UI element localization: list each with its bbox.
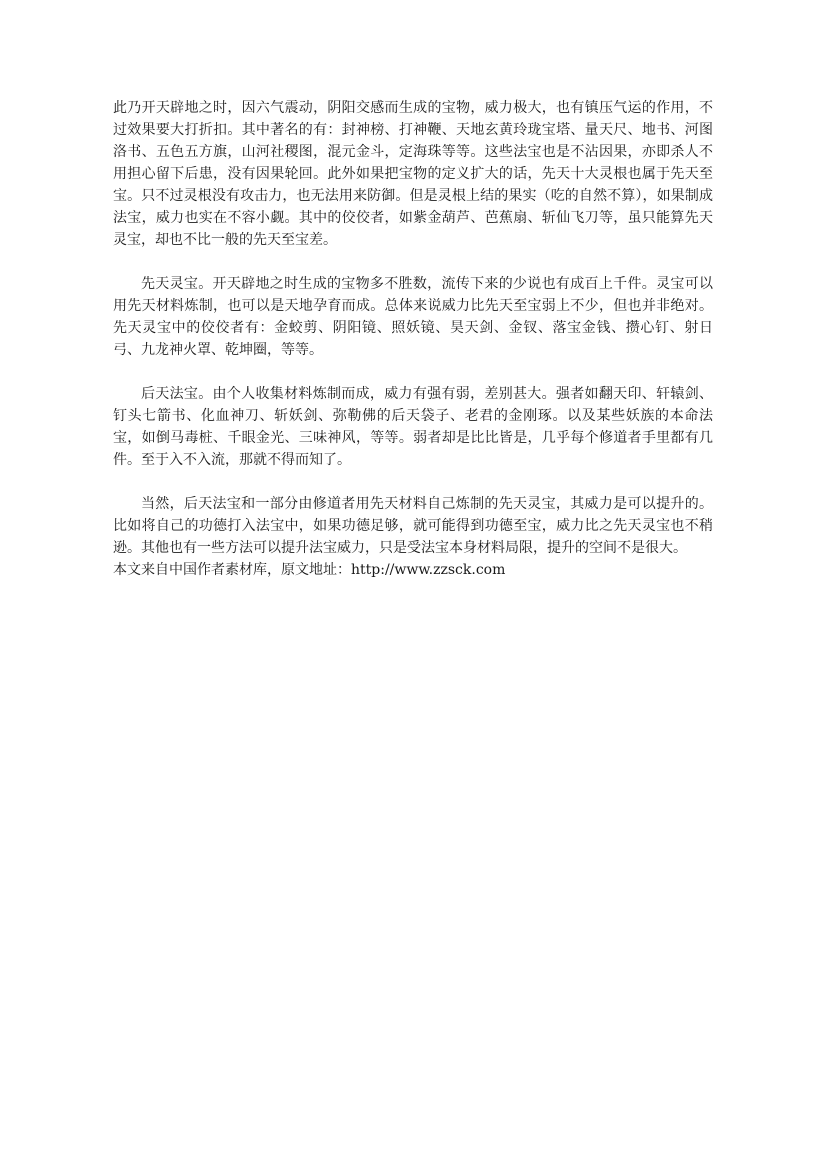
paragraph-4: 当然，后天法宝和一部分由修道者用先天材料自己炼制的先天灵宝，其威力是可以提升的。比如将自己的功德打入法宝中，如果功德足够，就可能得到功德至宝，威力比之先天灵宝也不稍逊。其他也有一些方法可以提升法宝威力，只是受法宝本身材料局限，提升的空间不是很大。	[113, 496, 713, 556]
document-body	[113, 97, 713, 581]
paragraph-1: 此乃开天辟地之时，因六气震动，阴阳交感而生成的宝物，威力极大，也有镇压气运的作用，不过效果要大打折扣。其中著名的有：封神榜、打神鞭、天地玄黄玲珑宝塔、量天尺、地书、河图洛书、五色五方旗，山河社稷图，混元金斗，定海珠等等。这些法宝也是不沾因果，亦即杀人不用担心留下后患，没有因果轮回。此外如果把宝物的定义扩大的话，先天十大灵根也属于先天至宝。只不过灵根没有攻击力，也无法用来防御。但是灵根上结的果实（吃的自然不算），如果制成法宝，威力也实在不容小觑。其中的佼佼者，如紫金葫芦、芭蕉扇、斩仙飞刀等，虽只能算先天灵宝，却也不比一般的先天至宝差。	[113, 100, 713, 248]
source-attribution: 本文来自中国作者素材库，原文地址：http://www.zzsck.com	[113, 562, 506, 578]
paragraph-3: 后天法宝。由个人收集材料炼制而成，威力有强有弱，差别甚大。强者如翻天印、轩辕剑、钉头七箭书、化血神刀、斩妖剑、弥勒佛的后天袋子、老君的金刚琢。以及某些妖族的本命法宝，如倒马毒桩、千眼金光、三味神风，等等。弱者却是比比皆是，几乎每个修道者手里都有几件。至于入不入流，那就不得而知了。	[113, 386, 713, 468]
paragraph-2: 先天灵宝。开天辟地之时生成的宝物多不胜数，流传下来的少说也有成百上千件。灵宝可以用先天材料炼制，也可以是天地孕育而成。总体来说威力比先天至宝弱上不少，但也并非绝对。先天灵宝中的佼佼者有：金蛟剪、阴阳镜、照妖镜、昊天剑、金钗、落宝金钱、攒心钉、射日弓、九龙神火罩、乾坤圈，等等。	[113, 276, 713, 358]
